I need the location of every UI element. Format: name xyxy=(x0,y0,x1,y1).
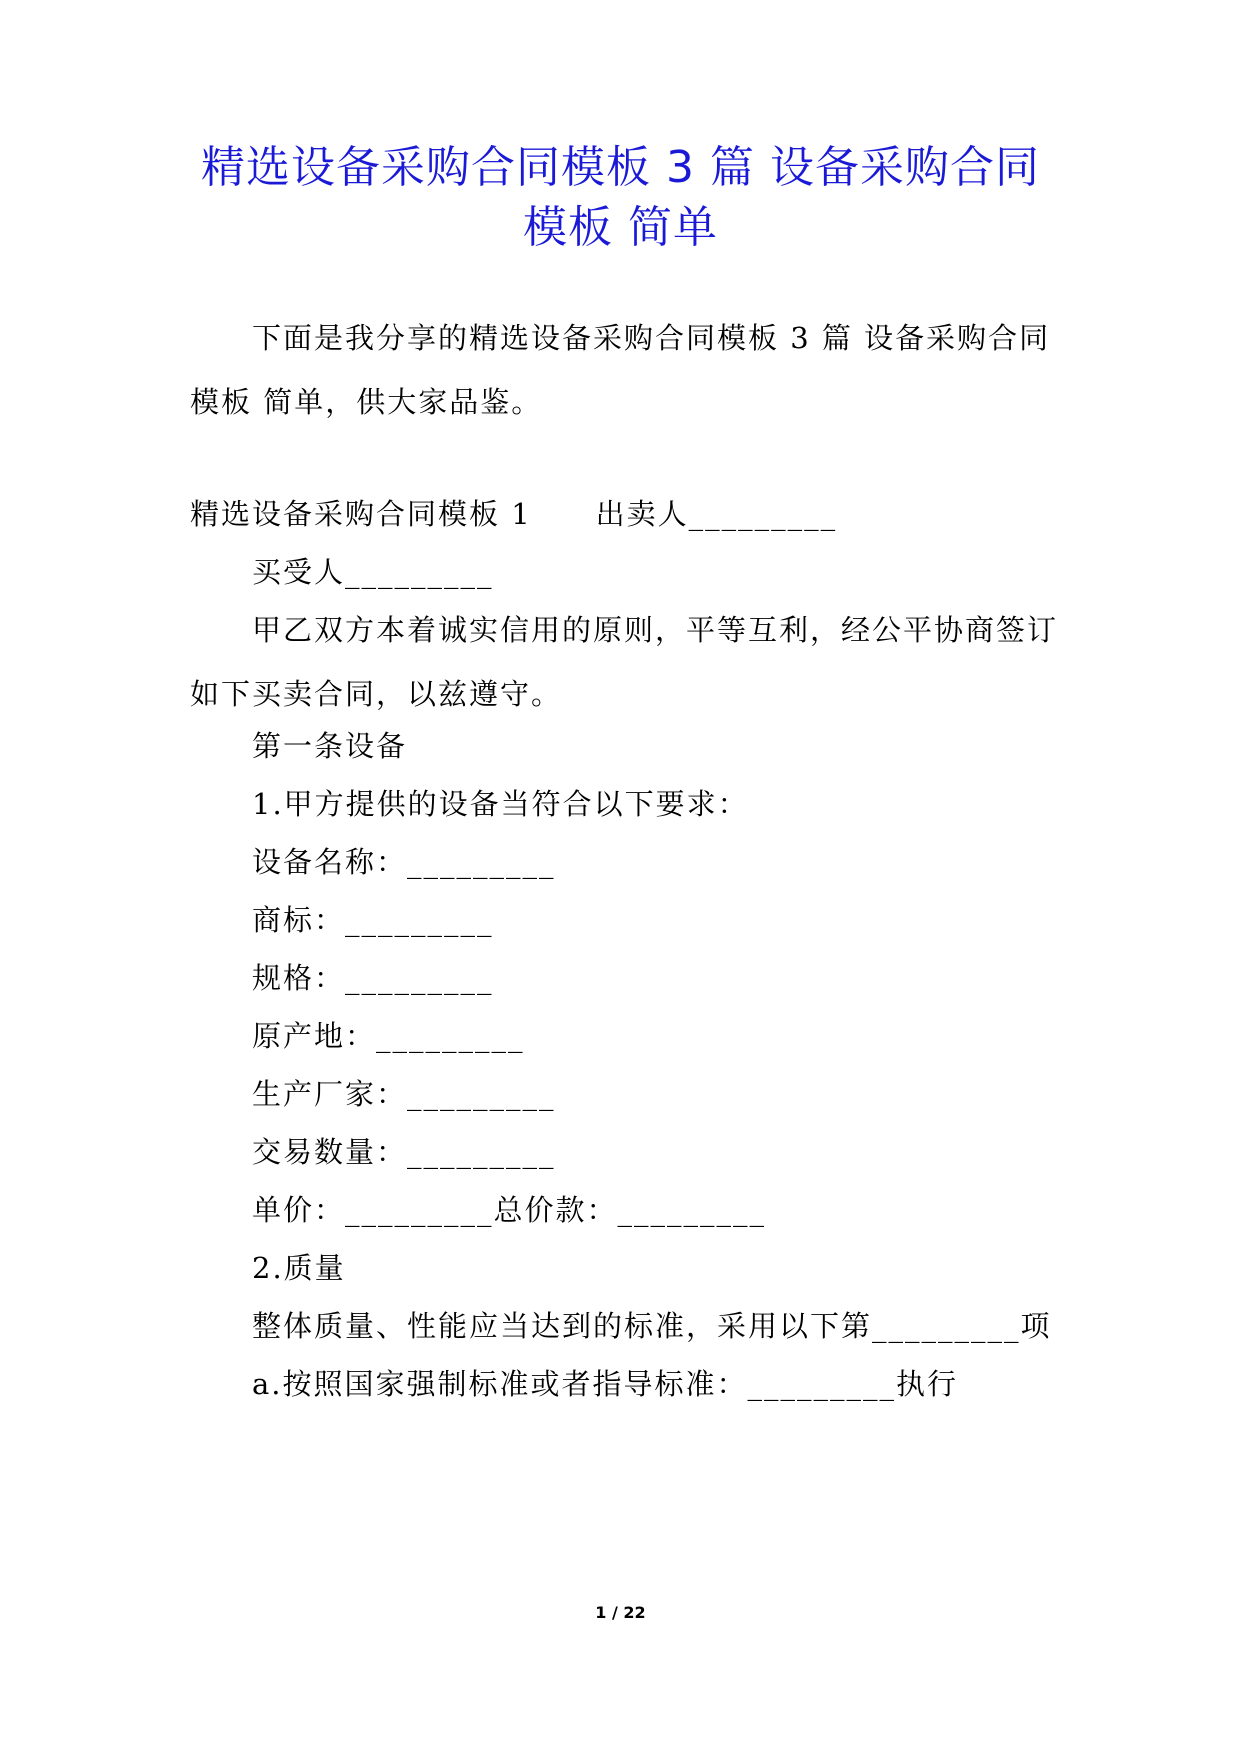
trademark-field: 商标：_________ xyxy=(252,903,494,937)
preamble-line-2: 如下买卖合同，以兹遵守。 xyxy=(190,677,563,711)
contract-heading-line xyxy=(190,482,1060,546)
title-line-1: 精选设备采购合同模板 3 篇 设备采购合同 xyxy=(201,142,1040,193)
page-number: 1 / 22 xyxy=(595,1603,646,1622)
preamble-paragraph xyxy=(190,598,1060,726)
origin-field: 原产地：_________ xyxy=(252,1019,525,1053)
preamble-line-1: 甲乙双方本着诚实信用的原则，平等互利，经公平协商签订 xyxy=(252,613,1059,647)
intro-line-1: 下面是我分享的精选设备采购合同模板 3 篇 设备采购合同 xyxy=(252,321,1051,355)
seller-field: 出卖人_________ xyxy=(595,497,838,531)
intro-line-2: 模板 简单，供大家品鉴。 xyxy=(190,385,543,419)
item-1: 1.甲方提供的设备当符合以下要求： xyxy=(252,787,749,821)
title-line-2: 模板 简单 xyxy=(523,202,718,253)
manufacturer-field: 生产厂家：_________ xyxy=(252,1077,556,1111)
quality-option-a: a.按照国家强制标准或者指导标准：_________执行 xyxy=(252,1367,959,1401)
device-name-field: 设备名称：_________ xyxy=(252,845,556,879)
spec-field: 规格：_________ xyxy=(252,961,494,995)
article-1-heading: 第一条设备 xyxy=(252,729,408,763)
intro-paragraph xyxy=(190,306,1060,434)
quality-standard: 整体质量、性能应当达到的标准，采用以下第_________项 xyxy=(252,1309,1052,1343)
price-field: 单价：_________总价款：_________ xyxy=(252,1193,767,1227)
item-2-heading: 2.质量 xyxy=(252,1251,346,1285)
buyer-field: 买受人_________ xyxy=(252,555,494,589)
quantity-field: 交易数量：_________ xyxy=(252,1135,556,1169)
document-title xyxy=(150,138,1091,258)
contract-heading: 精选设备采购合同模板 1 xyxy=(190,497,532,531)
